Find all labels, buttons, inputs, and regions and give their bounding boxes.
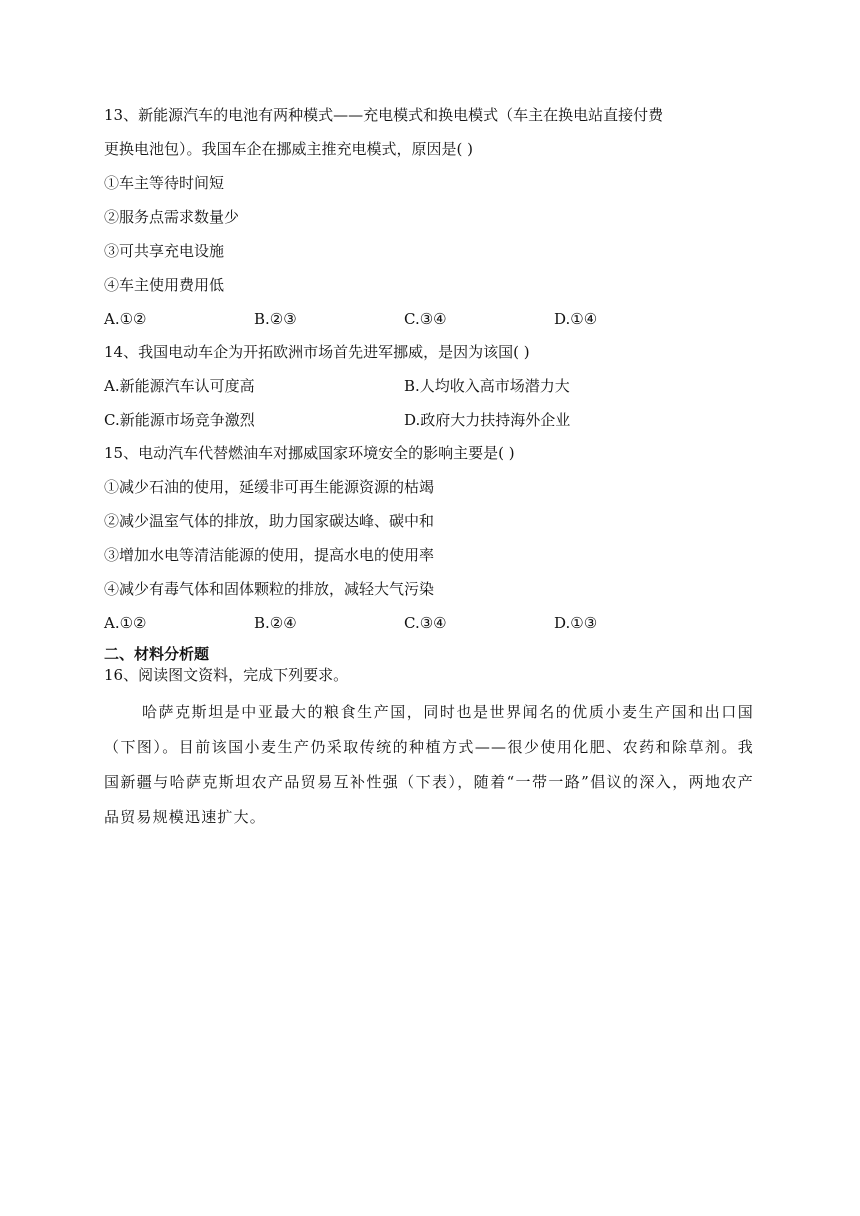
q13-option-b[interactable]: B.②③: [254, 310, 297, 328]
q15-option-a[interactable]: A.①②: [104, 614, 147, 632]
q15-option-c[interactable]: C.③④: [404, 614, 447, 632]
q13-item-1: ①车主等待时间短: [104, 174, 225, 192]
q16-stem: 16、阅读图文资料，完成下列要求。: [104, 666, 349, 684]
section-title: 二、材料分析题: [104, 645, 210, 663]
q13-stem-line2: 更换电池包）。我国车企在挪威主推充电模式，原因是( ): [104, 140, 473, 158]
q13-option-c[interactable]: C.③④: [404, 310, 447, 328]
q13-option-a[interactable]: A.①②: [104, 310, 147, 328]
q14-options-row1: [104, 376, 754, 396]
q14-option-a[interactable]: A.新能源汽车认可度高: [104, 377, 255, 395]
q14-option-c[interactable]: C.新能源市场竞争激烈: [104, 411, 255, 429]
q13-stem-line1: 13、新能源汽车的电池有两种模式——充电模式和换电模式（车主在换电站直接付费: [104, 106, 664, 124]
q13-options: [104, 309, 754, 329]
q15-option-d[interactable]: D.①③: [554, 614, 598, 632]
q15-options: [104, 613, 754, 633]
q14-options-row2: [104, 410, 754, 430]
q15-item-2: ②减少温室气体的排放，助力国家碳达峰、碳中和: [104, 512, 435, 530]
q15-item-1: ①减少石油的使用，延缓非可再生能源资源的枯竭: [104, 478, 435, 496]
q13-item-2: ②服务点需求数量少: [104, 208, 240, 226]
q16-material-paragraph: 哈萨克斯坦是中亚最大的粮食生产国，同时也是世界闻名的优质小麦生产国和出口国（下图）。目前该国小麦生产仍采取传统的种植方式——很少使用化肥、农药和除草剂。我国新疆与哈萨克斯坦农产品贸易互补性强（下表），随着“一带一路”倡议的深入，两地农产品贸易规模迅速扩大。: [104, 703, 754, 826]
q13-option-d[interactable]: D.①④: [554, 310, 598, 328]
q14-stem: 14、我国电动车企为开拓欧洲市场首先进军挪威，是因为该国( ): [104, 343, 530, 361]
q14-option-d[interactable]: D.政府大力扶持海外企业: [404, 411, 571, 429]
q13-item-4: ④车主使用费用低: [104, 276, 225, 294]
q15-item-4: ④减少有毒气体和固体颗粒的排放，减轻大气污染: [104, 580, 435, 598]
q15-option-b[interactable]: B.②④: [254, 614, 297, 632]
q15-stem: 15、电动汽车代替燃油车对挪威国家环境安全的影响主要是( ): [104, 444, 515, 462]
q14-option-b[interactable]: B.人均收入高市场潜力大: [404, 377, 570, 395]
q15-item-3: ③增加水电等清洁能源的使用，提高水电的使用率: [104, 546, 435, 564]
q13-item-3: ③可共享充电设施: [104, 242, 225, 260]
